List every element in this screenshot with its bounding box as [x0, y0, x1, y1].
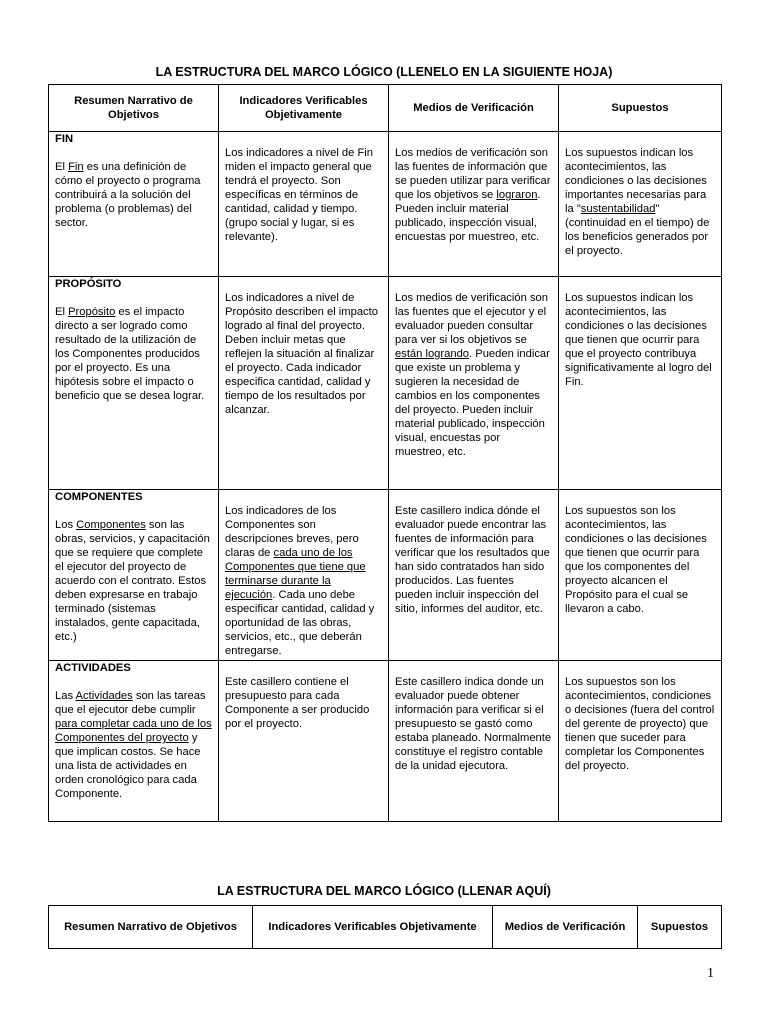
cell-proposito-supuestos: Los supuestos indican los acontecimientos, las condiciones o las decisiones que tienen que ocurrir para que el proyecto contribuya significativamente al logro del Fin.	[559, 277, 722, 490]
cell-proposito-medios: Los medios de verificación son las fuentes que el ejecutor y el evaluador pueden consultar para ver si los objetivos se están logrando. Pueden indicar que existe un problema y sugieren la necesidad de cambios en los componentes del proyecto. Pueden incluir material publicado, inspección visual, encuestas por muestreo, etc.	[389, 277, 559, 490]
header-medios: Medios de Verificación	[389, 85, 559, 132]
row-proposito	[49, 277, 722, 490]
cell-actividades-medios: Este casillero indica donde un evaluador puede obtener información para verificar si el presupuesto se gastó como estaba planeado. Normalmente constituye el registro contable de la unidad ejecutora.	[389, 661, 559, 822]
row-fin	[49, 132, 722, 277]
cell-componentes-medios: Este casillero indica dónde el evaluador puede encontrar las fuentes de información para verificar que los resultados que han sido contratados han sido producidos. Las fuentes pueden incluir inspección del sitio, informes del auditor, etc.	[389, 490, 559, 661]
cell-fin-indicadores: Los indicadores a nivel de Fin miden el impacto general que tendrá el proyecto. Son específicas en términos de cantidad, calidad y tiempo. (grupo social y lugar, si es relevante).	[219, 132, 389, 277]
cell-actividades-resumen: ACTIVIDADES Las Actividades son las tareas que el ejecutor debe cumplir para completar cada uno de los Componentes del proyecto y que implican costos. Se hace una lista de actividades en orden cronológico para cada Componente.	[49, 661, 219, 822]
cell-actividades-indicadores: Este casillero contiene el presupuesto para cada Componente a ser producido por el proyecto.	[219, 661, 389, 822]
header-indicadores: Indicadores Verificables Objetivamente	[219, 85, 389, 132]
cell-fin-resumen: FIN El Fin es una definición de cómo el proyecto o programa contribuirá a la solución del problema (o problemas) del sector.	[49, 132, 219, 277]
cell-componentes-indicadores: Los indicadores de los Componentes son descripciones breves, pero claras de cada uno de los Componentes que tiene que terminarse durante la ejecución. Cada uno debe especificar cantidad, calidad y oportunidad de las obras, servicios, etc., que deberán entregarse.	[219, 490, 389, 661]
header-resumen: Resumen Narrativo de Objetivos	[49, 85, 219, 132]
document-title: LA ESTRUCTURA DEL MARCO LÓGICO (LLENELO EN LA SIGUIENTE HOJA)	[155, 65, 613, 79]
fill-header-supuestos: Supuestos	[638, 906, 722, 949]
cell-actividades-supuestos: Los supuestos son los acontecimientos, condiciones o decisiones (fuera del control del gerente de proyecto) que tienen que suceder para completar los Componentes del proyecto.	[559, 661, 722, 822]
fill-header-resumen: Resumen Narrativo de Objetivos	[49, 906, 253, 949]
section-label-fin: FIN	[55, 133, 74, 145]
cell-componentes-supuestos: Los supuestos son los acontecimientos, las condiciones o las decisiones que tienen que ocurrir para que los componentes del proyecto alcancen el Propósito para el cual se llevaron a cabo.	[559, 490, 722, 661]
cell-fin-supuestos: Los supuestos indican los acontecimientos, las condiciones o las decisiones importantes necesarias para la "sustentabilidad" (continuidad en el tiempo) de los beneficios generados por el proyecto.	[559, 132, 722, 277]
cell-proposito-indicadores: Los indicadores a nivel de Propósito describen el impacto logrado al final del proyecto. Deben incluir metas que reflejen la situación al finalizar el proyecto. Cada indicador especifica cantidad, calidad y tiempo de los resultados por alcanzar.	[219, 277, 389, 490]
fill-header-medios: Medios de Verificación	[493, 906, 638, 949]
cell-fin-medios: Los medios de verificación son las fuentes de información que se pueden utilizar para verificar que los objetivos se lograron. Pueden incluir material publicado, inspección visual, encuestas por muestreo, etc.	[389, 132, 559, 277]
marco-logico-fill-table	[48, 905, 722, 949]
section-label-proposito: PROPÓSITO	[55, 278, 122, 290]
fill-header-indicadores: Indicadores Verificables Objetivamente	[253, 906, 493, 949]
row-componentes	[49, 490, 722, 661]
cell-componentes-resumen: COMPONENTES Los Componentes son las obras, servicios, y capacitación que se requiere que complete el ejecutor del proyecto de acuerdo con el contrato. Estos deben expresarse en trabajo terminado (sistemas instalados, gente capacitada, etc.)	[49, 490, 219, 661]
marco-logico-table	[48, 84, 722, 822]
page-number: 1	[707, 966, 714, 981]
cell-proposito-resumen: PROPÓSITO El Propósito es el impacto directo a ser logrado como resultado de la utilización de los Componentes producidos por el proyecto. Es una hipótesis sobre el impacto o beneficio que se desea lograr.	[49, 277, 219, 490]
header-supuestos: Supuestos	[559, 85, 722, 132]
section-label-componentes: COMPONENTES	[55, 491, 143, 503]
row-actividades	[49, 661, 722, 822]
section-label-actividades: ACTIVIDADES	[55, 662, 131, 674]
fill-table-title: LA ESTRUCTURA DEL MARCO LÓGICO (LLENAR AQUÍ)	[217, 884, 551, 898]
